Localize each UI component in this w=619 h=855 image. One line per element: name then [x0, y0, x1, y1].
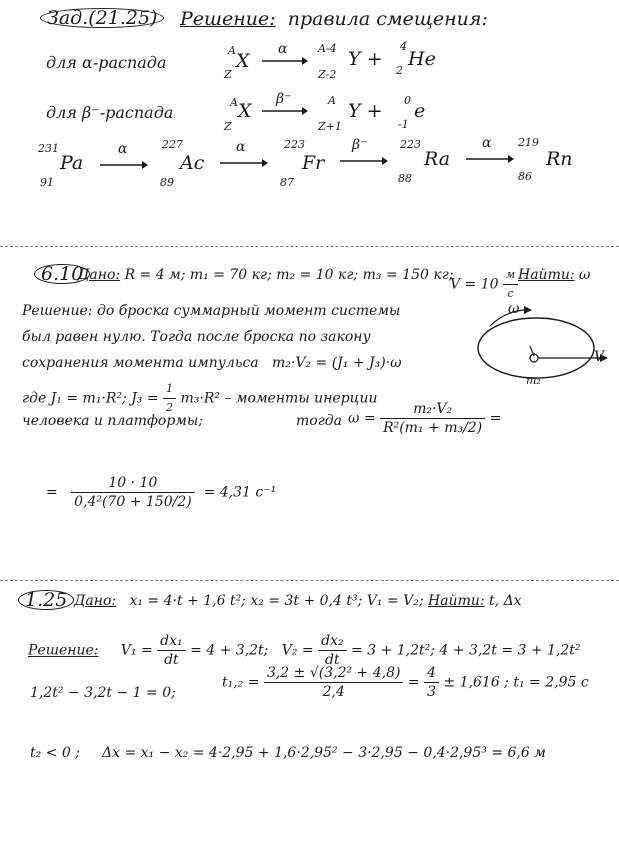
chain-arrow-2: [220, 158, 268, 168]
find-3: Найти: t, Δx: [428, 593, 522, 609]
task-badge-6-10: 6.10: [34, 264, 90, 284]
given-2: Дано: R = 4 м; m₁ = 70 кг; m₂ = 10 кг; m₃ = 150 кг;: [78, 267, 454, 283]
chain-fr-mass: 223: [284, 138, 305, 151]
chain-arrow-4: [466, 154, 514, 164]
chain-pa: Pa: [60, 152, 84, 174]
solution-2-line-3: сохранения момента импульса m₂·V₂ = (J₁ + J₃)·ω: [22, 355, 402, 371]
chain-rn: Rn: [546, 148, 573, 170]
chain-pa-charge: 91: [40, 176, 54, 189]
chain-fr: Fr: [302, 152, 325, 174]
omega-result: = $\frac{10 \cdot 10}{\text{0,4²(70 + 150/2)}}$ = 4,31 с⁻¹: [46, 475, 277, 510]
chain-ac: Ac: [180, 152, 205, 174]
quadratic-equation: 1,2t² − 3,2t − 1 = 0;: [30, 685, 176, 701]
alpha-arrow: [262, 56, 308, 66]
diagram-v-label: V: [594, 349, 605, 365]
beta-label: для β⁻-распада: [46, 103, 174, 122]
displacement-result: Δx = x₁ − x₂ = 4·2,95 + 1,6·2,95² − 3·2,95 − 0,4·2,95³ = 6,6 м: [102, 745, 546, 761]
t2-negative: t₂ < 0 ;: [30, 745, 80, 761]
chain-fr-charge: 87: [280, 176, 294, 189]
chain-ra: Ra: [424, 148, 451, 170]
solution-2-line-4: где J₁ = m₁·R²; J₃ = $\frac{1}{2}$ m₃·R² – моменты инерции: [22, 382, 378, 414]
beta-arrow: [262, 106, 308, 116]
chain-ra-charge: 88: [398, 172, 412, 185]
section-divider-1: [0, 246, 619, 247]
diagram-omega-label: ω: [508, 301, 520, 317]
solution-2-line-5: человека и платформы;: [22, 413, 204, 429]
alpha-label: для α-распада: [46, 53, 167, 72]
roots-formula: t₁,₂ = $\frac{\text{3,2 ± √(3,2² + 4,8)}}{2,4}$ = $\frac{4}{3}$ ± 1,616 ; t₁ = 2,95 с: [222, 665, 589, 700]
section-divider-2: [0, 580, 619, 581]
chain-ra-mass: 223: [400, 138, 421, 151]
task-badge-1-25: 1.25: [18, 590, 74, 610]
velocity-derivation: Решение: V₁ = $\frac{\text{dx₁}}{dt}$ = 4 + 3,2t; V₂ = $\frac{\text{dx₂}}{dt}$ = 3 + 1,2t²; 4 + 3,2t = 3 + 1,2t²: [28, 633, 581, 668]
chain-pa-mass: 231: [38, 142, 59, 155]
chain-rn-mass: 219: [518, 136, 539, 149]
then-word: тогда: [296, 413, 342, 429]
platform-diagram: [470, 300, 615, 390]
solution-2-line-2: был равен нулю. Тогда после броска по закону: [22, 329, 371, 345]
chain-arrow-1: [100, 160, 148, 170]
diagram-m2-label: m₂: [526, 374, 541, 387]
velocity-given: V = 10 $\frac{м}{с}$: [450, 266, 518, 303]
find-2: Найти: ω: [518, 267, 591, 283]
chain-arrow-3: [340, 156, 388, 166]
chain-ac-mass: 227: [162, 138, 183, 151]
chain-rn-charge: 86: [518, 170, 532, 183]
solution-heading: Решение: правила смещения:: [180, 8, 488, 30]
omega-formula: ω = $\frac{\text{m₂·V₂}}{\text{R²(m₁ + m₃/2)}}$ =: [348, 401, 502, 436]
solution-2-line-1: Решение: до броска суммарный момент системы: [22, 303, 401, 319]
scanned-page: Зад.(21.25) Решение: правила смещения: для α-распада A Z X α A-4 Z-2 Y + 4 2 He для β⁻-распада A Z X β⁻ A Z+1 Y + 0 -1 e 231 91 Pa α 227 89 Ac α 223 87 Fr β⁻ 223 88 Ra α 219 86 Rn 6.10 Дано: R = 4 м; m₁ = 70 кг; m₂ = 10 кг; m₃ = 150 кг; V = 10 $\frac{м}{с}$ Найти: ω Решение: до броска суммарный момент системы был равен нулю. Тогда после броска по закону сохранения момента импульса m₂·V₂ = (J₁ + J₃)·ω где J₁ = m₁·R²; J₃ = $\frac{1}{2}$ m₃·R² – моменты инерции человека и платформы; тогда ω = $\frac{\text{m₂·V₂}}{\text{R²(m₁ + m₃/2)}}$ = = $\frac{10 \cdot 10}{\text{0,4²(70 + 150/2)}}$ = 4,31 с⁻¹ ω V m₂ 1.25 Дано: x₁ = 4·t + 1,6 t²; x₂ = 3t + 0,4 t³; V₁ = V₂; Найти: t, Δx Решение: V₁ = $\frac{\text{dx₁}}{dt}$ = 4 + 3,2t; V₂ = $\frac{\text{dx₂}}{dt}$ = 3 + 1,2t²; 4 + 3,2t = 3 + 1,2t² 1,2t² − 3,2t − 1 = 0; t₁,₂ = $\frac{\text{3,2 ± √(3,2² + 4,8)}}{2,4}$ = $\frac{4}{3}$ ± 1,616 ; t₁ = 2,95 с t₂ < 0 ; Δx = x₁ − x₂ = 4·2,95 + 1,6·2,95² − 3·2,95 − 0,4·2,95³ = 6,6 м: [0, 0, 619, 855]
chain-ac-charge: 89: [160, 176, 174, 189]
task-badge-21-25: Зад.(21.25): [40, 8, 164, 28]
platform-ellipse: [478, 318, 594, 378]
given-3: Дано: x₁ = 4·t + 1,6 t²; x₂ = 3t + 0,4 t³; V₁ = V₂;: [74, 593, 424, 609]
